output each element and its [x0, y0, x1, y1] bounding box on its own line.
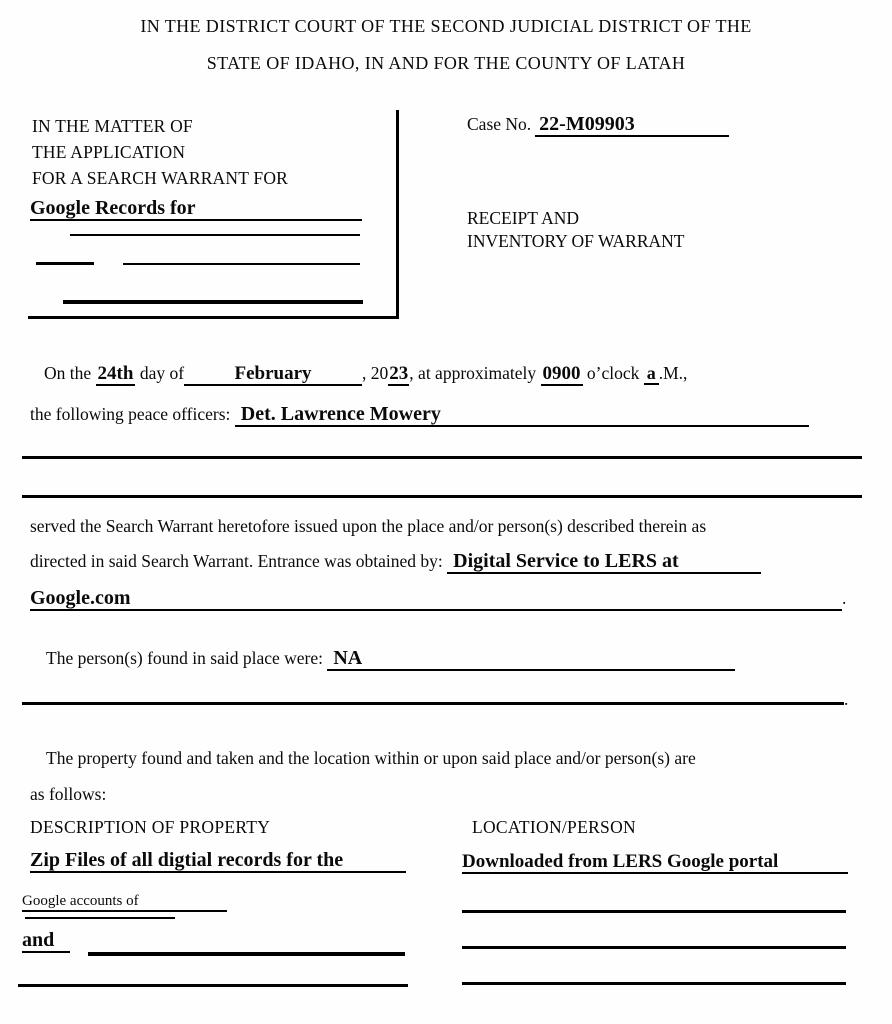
entrance-fill-line1: Digital Service to LERS at: [453, 550, 679, 572]
service-day-of: day of: [139, 363, 185, 383]
persons-fill: NA: [333, 647, 363, 669]
served-line2-text: directed in said Search Warrant. Entrance was obtained by:: [30, 551, 443, 571]
service-oclock: o’clock: [586, 363, 640, 383]
caption-box: [28, 110, 399, 319]
blank-line: [22, 688, 844, 705]
blank-line: [462, 982, 846, 985]
officers-fill: Det. Lawrence Mowery: [240, 403, 441, 425]
persons-line: [30, 648, 735, 671]
service-day-fill: 24th: [97, 363, 134, 384]
property-row1-left-fill: Zip Files of all digtial records for the: [30, 849, 344, 871]
matter-line-2: THE APPLICATION: [32, 142, 186, 162]
entrance-fill-line2: Google.com: [30, 587, 131, 609]
property-intro-line1: [30, 748, 696, 769]
matter-line-1: IN THE MATTER OF: [32, 116, 193, 136]
blank-line: [25, 917, 175, 919]
service-date-line: [30, 363, 870, 386]
property-intro-text: The property found and taken and the location within or upon said place and/or person(s) are: [46, 748, 696, 768]
service-ampm-fill: a: [644, 363, 659, 385]
case-number-label: Case No.: [467, 114, 532, 134]
doc-title-line1: RECEIPT AND: [467, 208, 579, 228]
blank-line: [22, 495, 862, 498]
service-on-the: On the: [44, 363, 92, 383]
property-intro-line2: as follows:: [30, 784, 107, 804]
service-month-fill: February: [234, 363, 312, 384]
redacted-line: [123, 263, 360, 265]
property-row1-right-fill: Downloaded from LERS Google portal: [462, 851, 779, 872]
case-number-row: [467, 114, 729, 137]
doc-title-line2: INVENTORY OF WARRANT: [467, 231, 685, 251]
court-header-line1: IN THE DISTRICT COURT OF THE SECOND JUDICIAL DISTRICT OF THE: [140, 16, 752, 36]
service-m-suffix: .M.,: [658, 363, 688, 383]
officers-line: [30, 404, 809, 427]
persons-blank-row: [22, 688, 848, 710]
entrance-line2: [30, 588, 846, 611]
matter-line-3: FOR A SEARCH WARRANT FOR: [32, 168, 289, 188]
property-row2-left-fill: Google accounts of: [22, 893, 139, 909]
service-time-fill: 0900: [542, 363, 581, 384]
persons-blank-period: .: [844, 689, 849, 709]
blank-line: [462, 910, 846, 913]
redacted-line-segment: [36, 262, 94, 265]
entrance-period: .: [842, 588, 847, 608]
redacted-line: [88, 952, 405, 956]
officers-label: the following peace officers:: [30, 404, 231, 424]
blank-line: [462, 946, 846, 949]
persons-label: The person(s) found in said place were:: [46, 648, 323, 668]
served-line2: [30, 551, 761, 574]
location-column-header: LOCATION/PERSON: [472, 817, 636, 837]
redacted-line: [63, 300, 363, 304]
blank-line: [18, 984, 408, 987]
property-row2-left: [22, 893, 227, 912]
blank-line: [22, 456, 862, 459]
service-year-fill: 23: [389, 363, 409, 384]
court-header-line2: STATE OF IDAHO, IN AND FOR THE COUNTY OF LATAH: [206, 53, 686, 73]
warrant-subject-fill: Google Records for: [30, 197, 196, 219]
property-row3-left-fill: and: [22, 929, 55, 951]
case-number-value: 22-M09903: [539, 113, 635, 135]
description-column-header: DESCRIPTION OF PROPERTY: [30, 817, 271, 837]
property-row3-left: [22, 930, 70, 953]
service-year-suffix: , at approximately: [409, 363, 537, 383]
property-row1-right: [462, 852, 848, 874]
service-year-prefix: , 20: [362, 363, 389, 383]
property-row1-left: [30, 850, 406, 873]
blank-line: [70, 234, 360, 236]
served-line1: served the Search Warrant heretofore issued upon the place and/or person(s) described therein as: [30, 516, 707, 536]
